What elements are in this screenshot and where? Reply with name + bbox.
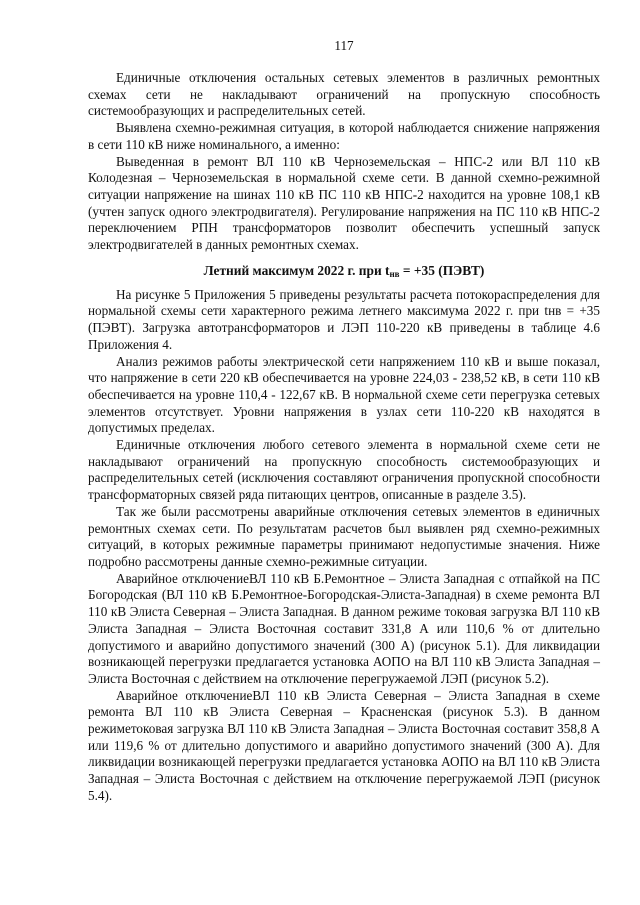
heading-prefix: Летний максимум 2022 г. при t [203,262,390,278]
paragraph-single-outages-normal: Единичные отключения любого сетевого элемента в нормальной схеме сети не накладывают ограничений на пропускную способность системообразующих и распределительных сетей (исключения составляют ограничения пропускной способности трансформаторных связей ряда питающих центров, описанные в разделе 3.5). [88,437,600,503]
heading-subscript: нв [389,268,400,279]
paragraph-mode-analysis: Анализ режимов работы электрической сети напряжением 110 кВ и выше показал, что напряжение в сети 220 кВ обеспечивается на уровне 224,03 - 238,52 кВ, в сети 110 кВ обеспечивается на уровне 110,4 - 122,67 кВ. В нормальной схеме сети перегрузка сетевых элементов отсутствует. Уровни напряжения в узлах сети 110-220 кВ находятся в допустимых пределах. [88,353,600,436]
paragraph-nps2-repair: Выведенная в ремонт ВЛ 110 кВ Черноземельская – НПС-2 или ВЛ 110 кВ Колодезная – Черноземельская в нормальной схеме сети. В данной схемно-режимной ситуации напряжение на шинах 110 кВ ПС 110 кВ НПС-2 находится на уровне 108,1 кВ (учтен запуск одного электродвигателя). Регулирование напряжения на ПС 110 кВ НПС-2 переключением РПН трансформаторов позволит обеспечить успешный запуск электродвигателей в данных ремонтных схемах. [88,153,600,253]
heading-suffix: = +35 (ПЭВТ) [399,262,485,278]
paragraph-single-outages: Единичные отключения остальных сетевых элементов в различных ремонтных схемах сети не накладывают ограничений на пропускную способность системообразующих и распределительных сетей. [88,70,600,119]
paragraph-figure5-results: На рисунке 5 Приложения 5 приведены результаты расчета потокораспределения для нормальной схемы сети характерного режима летнего максимума 2022 г. при tнв = +35 (ПЭВТ). Загрузка автотрансформаторов и ЛЭП 110-220 кВ приведены в таблице 4.6 Приложения 4. [88,286,600,352]
section-heading-summer-max-2022 [88,262,600,279]
paragraph-emergency-outages: Так же были рассмотрены аварийные отключения сетевых элементов в единичных ремонтных схемах сети. По результатам расчетов был выявлен ряд схемно-режимных ситуаций, в которых режимные параметры принимают недопустимые значения. Ниже подробно рассмотрены данные схемно-режимные ситуации. [88,503,600,569]
paragraph-voltage-drop-intro: Выявлена схемно-режимная ситуация, в которой наблюдается снижение напряжения в сети 110 кВ ниже номинального, а именно: [88,120,600,152]
paragraph-emergency-case-1: Аварийное отключениеВЛ 110 кВ Б.Ремонтное – Элиста Западная с отпайкой на ПС Богородская (ВЛ 110 кВ Б.Ремонтное-Богородская-Элиста-Западная) в схеме ремонта ВЛ 110 кВ Элиста Северная – Элиста Западная. В данном режиме токовая загрузка ВЛ 110 кВ Элиста Западная – Элиста Восточная составит 331,8 А или 110,6 % от длительно допустимого и аварийно допустимого значений (300 А) (рисунок 5.1). Для ликвидации возникающей перегрузки предлагается установка АОПО на ВЛ 110 кВ Элиста Западная – Элиста Восточная с действием на отключение перегружаемой ЛЭП (рисунок 5.2). [88,570,600,686]
paragraph-emergency-case-2: Аварийное отключениеВЛ 110 кВ Элиста Северная – Элиста Западная в схеме ремонта ВЛ 110 кВ Элиста Северная – Красненская (рисунок 5.3). В данном режиметоковая загрузка ВЛ 110 кВ Элиста Западная – Элиста Восточная составит 358,8 А или 119,6 % от длительно допустимого и аварийно допустимого значений (300 А). Для ликвидации возникающей перегрузки предлагается установка АОПО на ВЛ 110 кВ Элиста Западная – Элиста Восточная с действием на отключение перегружаемой ЛЭП (рисунок 5.4). [88,687,600,803]
document-page [88,38,600,805]
page-number: 117 [334,38,354,53]
